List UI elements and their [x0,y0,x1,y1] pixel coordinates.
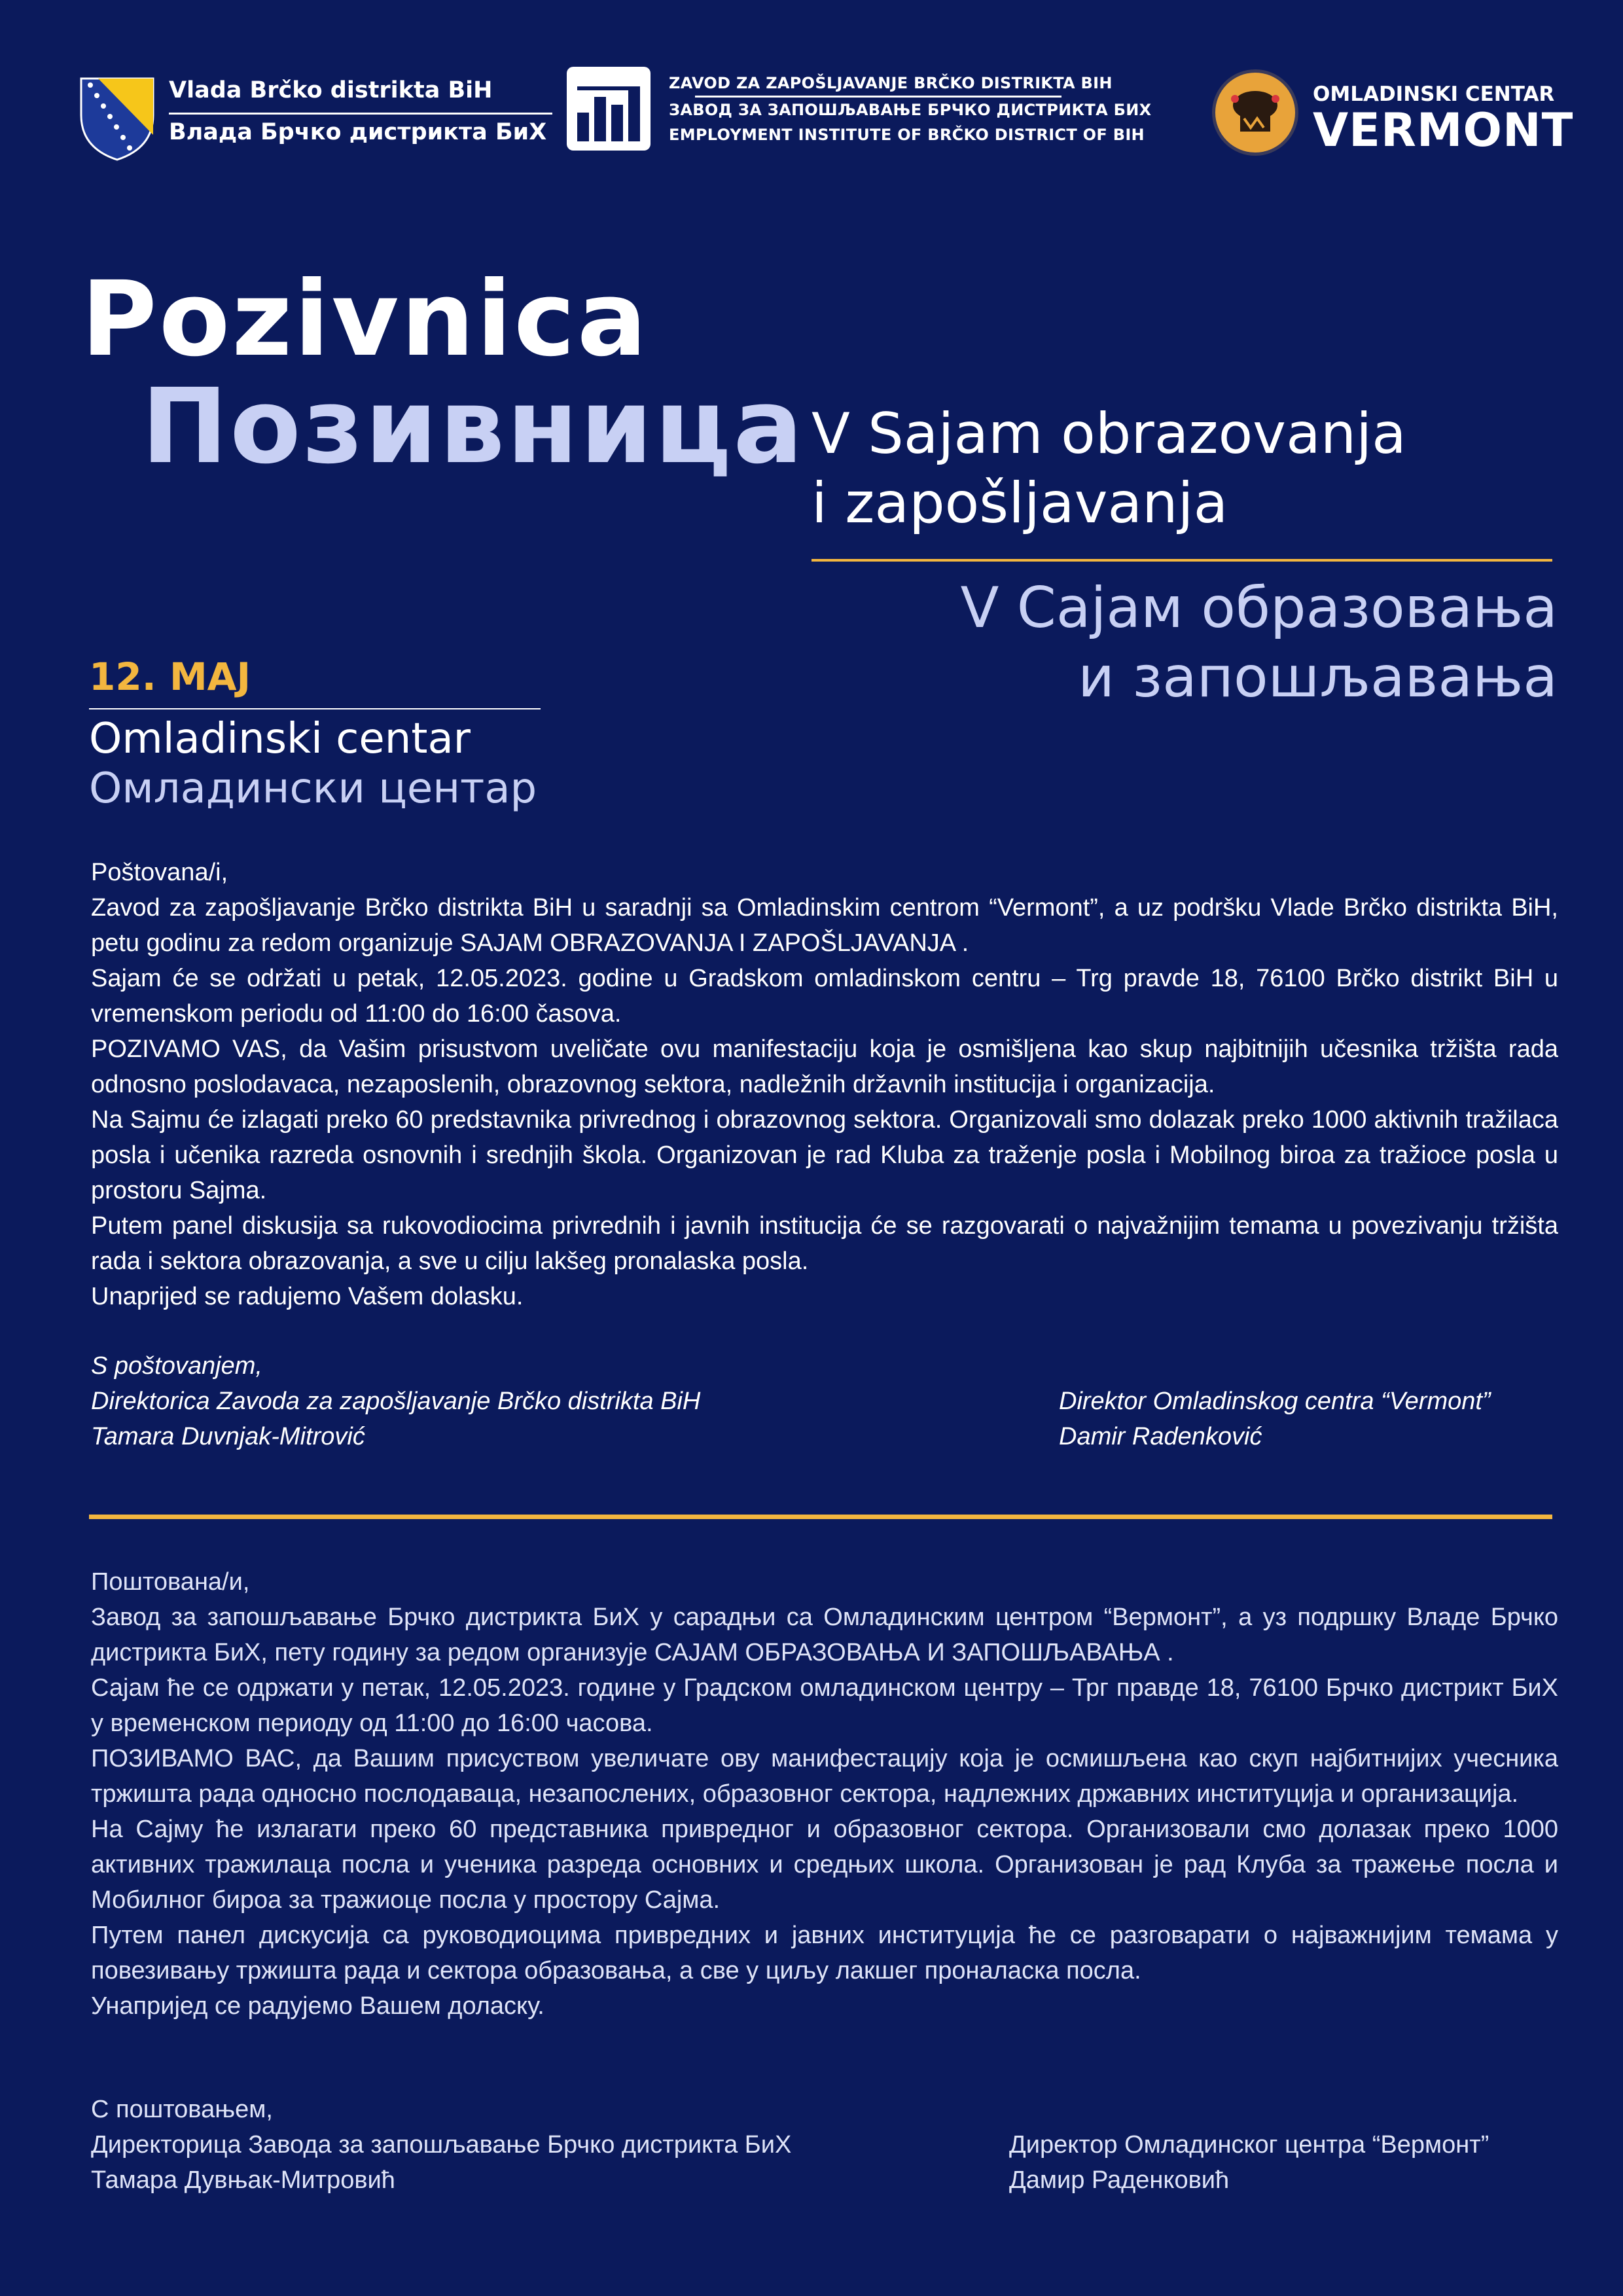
fair-name-latin-line2: i zapošljavanja [812,471,1228,536]
signatory-name: Damir Radenković [1059,1423,1262,1450]
paragraph: Sajam će se održati u petak, 12.05.2023. godine u Gradskom omladinskom centru – Trg pravde 18, 76100 Brčko distrikt BiH u vremenskom periodu od 11:00 do 16:00 časova. [91,965,1558,1028]
paragraph: Putem panel diskusija sa rukovodiocima privrednih i javnih institucija će se razgovarati o najvažnijim temama u povezivanju tržišta rada i sektora obrazovanja, a sve u cilju lakšeg pronalaska posla. [91,1212,1558,1275]
signatory-title: Direktor Omladinskog centra “Vermont” [1059,1388,1491,1415]
venue-latin: Omladinski centar [89,715,471,763]
signature-closing: С поштовањем, [91,2096,273,2123]
signatory-name: Tamara Duvnjak-Mitrović [91,1423,365,1450]
fair-name-cyrillic-line1: V Сајам образовања [960,575,1558,641]
government-name-latin: Vlada Brčko distrikta BiH [169,77,493,103]
paragraph: POZIVAMO VAS, da Vašim prisustvom uveličate ovu manifestaciju koja je osmišljena kao skup najbitnijih učesnika tržišta rada odnosno poslodavaca, nezaposlenih, obrazovnog sektora, nadležnih državnih institucija i organizacija. [91,1035,1558,1098]
paragraph: ПОЗИВАМО ВАС, да Вашим присуством увеличате ову манифестацију која је осмишљена као скуп најбитнијих учесника тржишта рада односно послодаваца, незапослених, образовног сектора, надлежних државних институција и организација. [91,1745,1558,1808]
bar-chart-icon [567,67,651,151]
paragraph: Унапријед се радујемо Вашем доласку. [91,1992,544,2020]
signatory-title: Директорица Завода за запошљавање Брчко дистрикта БиХ [91,2131,792,2159]
paragraph: На Сајму ће излагати преко 60 представника привредног и образовног сектора. Организовали смо долазак преко 1000 активних тражилаца посла и ученика разреда основних и средњих школа. Организован је рад Клуба за тражење посла и Мобилног бироа за тражиоце посла у простору Сајма. [91,1816,1558,1914]
institute-name-english: EMPLOYMENT INSTITUTE OF BRČKO DISTRICT OF BIH [669,126,1145,144]
title-latin: Pozivnica [81,259,649,380]
event-date: 12. MAJ [89,655,251,699]
paragraph: Unaprijed se radujemo Vašem dolasku. [91,1283,524,1310]
signatory-title: Direktorica Zavoda za zapošljavanje Brčko distrikta BiH [91,1388,701,1415]
signatory-name: Дамир Раденковић [1009,2166,1230,2194]
signature-block-latin-left [91,1348,700,1454]
title-cyrillic: Позивница [141,367,805,487]
youth-center-logo [1212,69,1574,161]
institute-name-cyrillic: ЗАВОД ЗА ЗАПОШЉАВАЊЕ БРЧКО ДИСТРИКТА БИХ [669,101,1152,119]
paragraph: Поштована/и, [91,1568,250,1596]
signature-block-cyrillic-left [91,2092,791,2198]
signature-block-latin-right [1059,1384,1491,1454]
fair-name-cyrillic-line2: и запошљавања [1078,645,1558,710]
paragraph: Poštovana/i, [91,859,228,886]
venue-cyrillic: Омладински центар [89,764,537,813]
youth-center-label: OMLADINSKI CENTAR [1313,82,1555,106]
signatory-name: Тамара Дувњак-Митровић [91,2166,395,2194]
government-logo [79,73,547,165]
invitation-body-latin [91,855,1558,1314]
signatory-title: Директор Омладинског центра “Вермонт” [1009,2131,1489,2159]
fair-name-latin [812,399,1406,538]
vermont-emblem-icon [1212,69,1298,156]
signature-closing: S poštovanjem, [91,1352,262,1380]
fair-name-cyrillic [961,573,1558,712]
invitation-body-cyrillic [91,1564,1558,2024]
employment-institute-logo [567,67,1152,158]
paragraph: Завод за запошљавање Брчко дистрикта БиХ у сарадњи са Омладинским центром “Вермонт”, а уз подршку Владе Брчко дистрикта БиХ, пету годину за редом организује САЈАМ ОБРАЗОВАЊА И ЗАПОШЉАВАЊА . [91,1604,1558,1666]
fair-name-latin-line1: V Sajam obrazovanja [812,401,1406,467]
coat-of-arms-icon [79,76,156,161]
paragraph: Сајам ће се одржати у петак, 12.05.2023. године у Градском омладинском центру – Трг правде 18, 76100 Брчко дистрикт БиХ у временском периоду од 11:00 до 16:00 часова. [91,1674,1558,1737]
date-divider [89,708,541,709]
paragraph: Zavod za zapošljavanje Brčko distrikta BiH u saradnji sa Omladinskim centrom “Vermont”, a uz podršku Vlade Brčko distrikta BiH, petu godinu za redom organizuje SAJAM OBRAZOVANJA I ZAPOŠLJAVANJA . [91,894,1558,957]
section-divider [89,1515,1552,1519]
youth-center-name: VERMONT [1313,103,1574,157]
divider [169,113,552,115]
signature-block-cyrillic-right [1009,2127,1489,2198]
paragraph: Na Sajmu će izlagati preko 60 predstavnika privrednog i obrazovnog sektora. Organizovali smo dolazak preko 1000 aktivnih tražilaca posla i učenika razreda osnovnih i srednjih škola. Organizovan je rad Kluba za traženje posla i Mobilnog biroa za tražioce posla u prostoru Sajma. [91,1106,1558,1204]
paragraph: Путем панел дискусија са руководиоцима привредних и јавних институција ће се разговарати о најважнијим темама у повезивању тржишта рада и сектора образовања, а све у циљу лакшег проналаска посла. [91,1922,1558,1984]
gold-divider [812,559,1552,562]
government-name-cyrillic: Влада Брчко дистрикта БиХ [169,119,547,145]
institute-name-latin: ZAVOD ZA ZAPOŠLJAVANJE BRČKO DISTRIKTA BIH [669,74,1113,92]
